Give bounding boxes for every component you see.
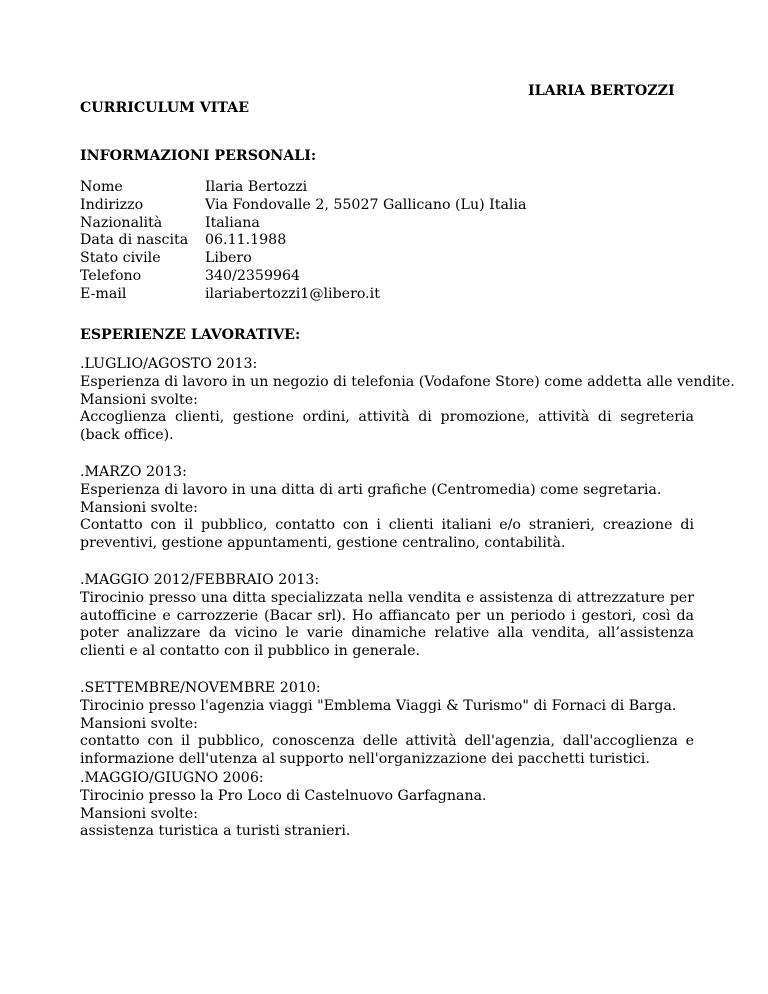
entry-description: Esperienza di lavoro in una ditta di arti grafiche (Centromedia) come segretaria. — [80, 481, 662, 498]
info-label: Telefono — [80, 267, 142, 284]
entry-duties-label: Mansioni svolte: — [80, 391, 198, 408]
info-row-phone — [80, 268, 526, 286]
info-row-birthdate — [80, 232, 526, 250]
info-row-civil-status — [80, 250, 526, 268]
info-value: Libero — [205, 250, 252, 267]
info-value: Ilaria Bertozzi — [205, 179, 308, 195]
info-label: Data di nascita — [80, 232, 189, 249]
entry-period: .LUGLIO/AGOSTO 2013: — [80, 356, 258, 372]
experience-entry — [80, 464, 694, 553]
info-label: Indirizzo — [80, 196, 144, 213]
entry-duties: contatto con il pubblico, conoscenza delle attività dell'agenzia, dall'accoglienza e informazione dell'utenza al supporto nell'organizzazione dei pacchetti turistici. — [80, 733, 694, 768]
personal-info-heading: INFORMAZIONI PERSONALI: — [80, 148, 317, 164]
info-label: Nazionalità — [80, 214, 163, 231]
info-label: E-mail — [80, 285, 127, 302]
entry-duties-label: Mansioni svolte: — [80, 715, 198, 732]
info-row-address — [80, 197, 526, 215]
experience-entry — [80, 356, 735, 445]
entry-duties: Contatto con il pubblico, contatto con i clienti italiani e/o stranieri, creazione di preventivi, gestione appuntamenti, gestione centralino, contabilità. — [80, 517, 694, 552]
name-header: ILARIA BERTOZZI — [528, 83, 675, 99]
experience-entry — [80, 770, 694, 841]
experience-entry — [80, 572, 694, 661]
entry-period: .MAGGIO/GIUGNO 2006: — [80, 770, 264, 786]
entry-period: .SETTEMBRE/NOVEMBRE 2010: — [80, 680, 321, 696]
entry-description: Tirocinio presso la Pro Loco di Castelnuovo Garfagnana. — [80, 787, 487, 804]
entry-description: Tirocinio presso l'agenzia viaggi "Emblema Viaggi & Turismo" di Fornaci di Barga. — [80, 697, 677, 714]
info-label: Stato civile — [80, 250, 161, 267]
info-value: Via Fondovalle 2, 55027 Gallicano (Lu) Italia — [205, 196, 527, 213]
info-value: Italiana — [205, 214, 260, 231]
document-title: CURRICULUM VITAE — [80, 100, 250, 116]
personal-info-table — [80, 179, 526, 304]
entry-description: Esperienza di lavoro in un negozio di telefonia (Vodafone Store) come addetta alle vendite. — [80, 373, 735, 390]
entry-period: .MAGGIO 2012/FEBBRAIO 2013: — [80, 572, 320, 588]
info-value: ilariabertozzi1@libero.it — [205, 285, 380, 302]
info-label: Nome — [80, 179, 123, 195]
info-value: 06.11.1988 — [205, 232, 287, 249]
experience-entry — [80, 680, 694, 769]
info-value: 340/2359964 — [205, 267, 301, 284]
entry-duties-label: Mansioni svolte: — [80, 499, 198, 516]
entry-duties: assistenza turistica a turisti stranieri. — [80, 823, 351, 840]
entry-period: .MARZO 2013: — [80, 464, 187, 480]
experience-heading: ESPERIENZE LAVORATIVE: — [80, 327, 301, 343]
entry-duties-label: Mansioni svolte: — [80, 805, 198, 822]
entry-duties: Accoglienza clienti, gestione ordini, attività di promozione, attività di segreteria (back office). — [80, 409, 694, 444]
entry-description: Tirocinio presso una ditta specializzata nella vendita e assistenza di attrezzature per autofficine e carrozzerie (Bacar srl). Ho affiancato per un periodo i gestori, così da poter analizzare da vicino le varie dinamiche relative alla vendita, all’assistenza clienti e al contatto con il pubblico in generale. — [80, 589, 694, 660]
info-row-name — [80, 179, 526, 197]
info-row-email — [80, 286, 526, 304]
info-row-nationality — [80, 215, 526, 233]
